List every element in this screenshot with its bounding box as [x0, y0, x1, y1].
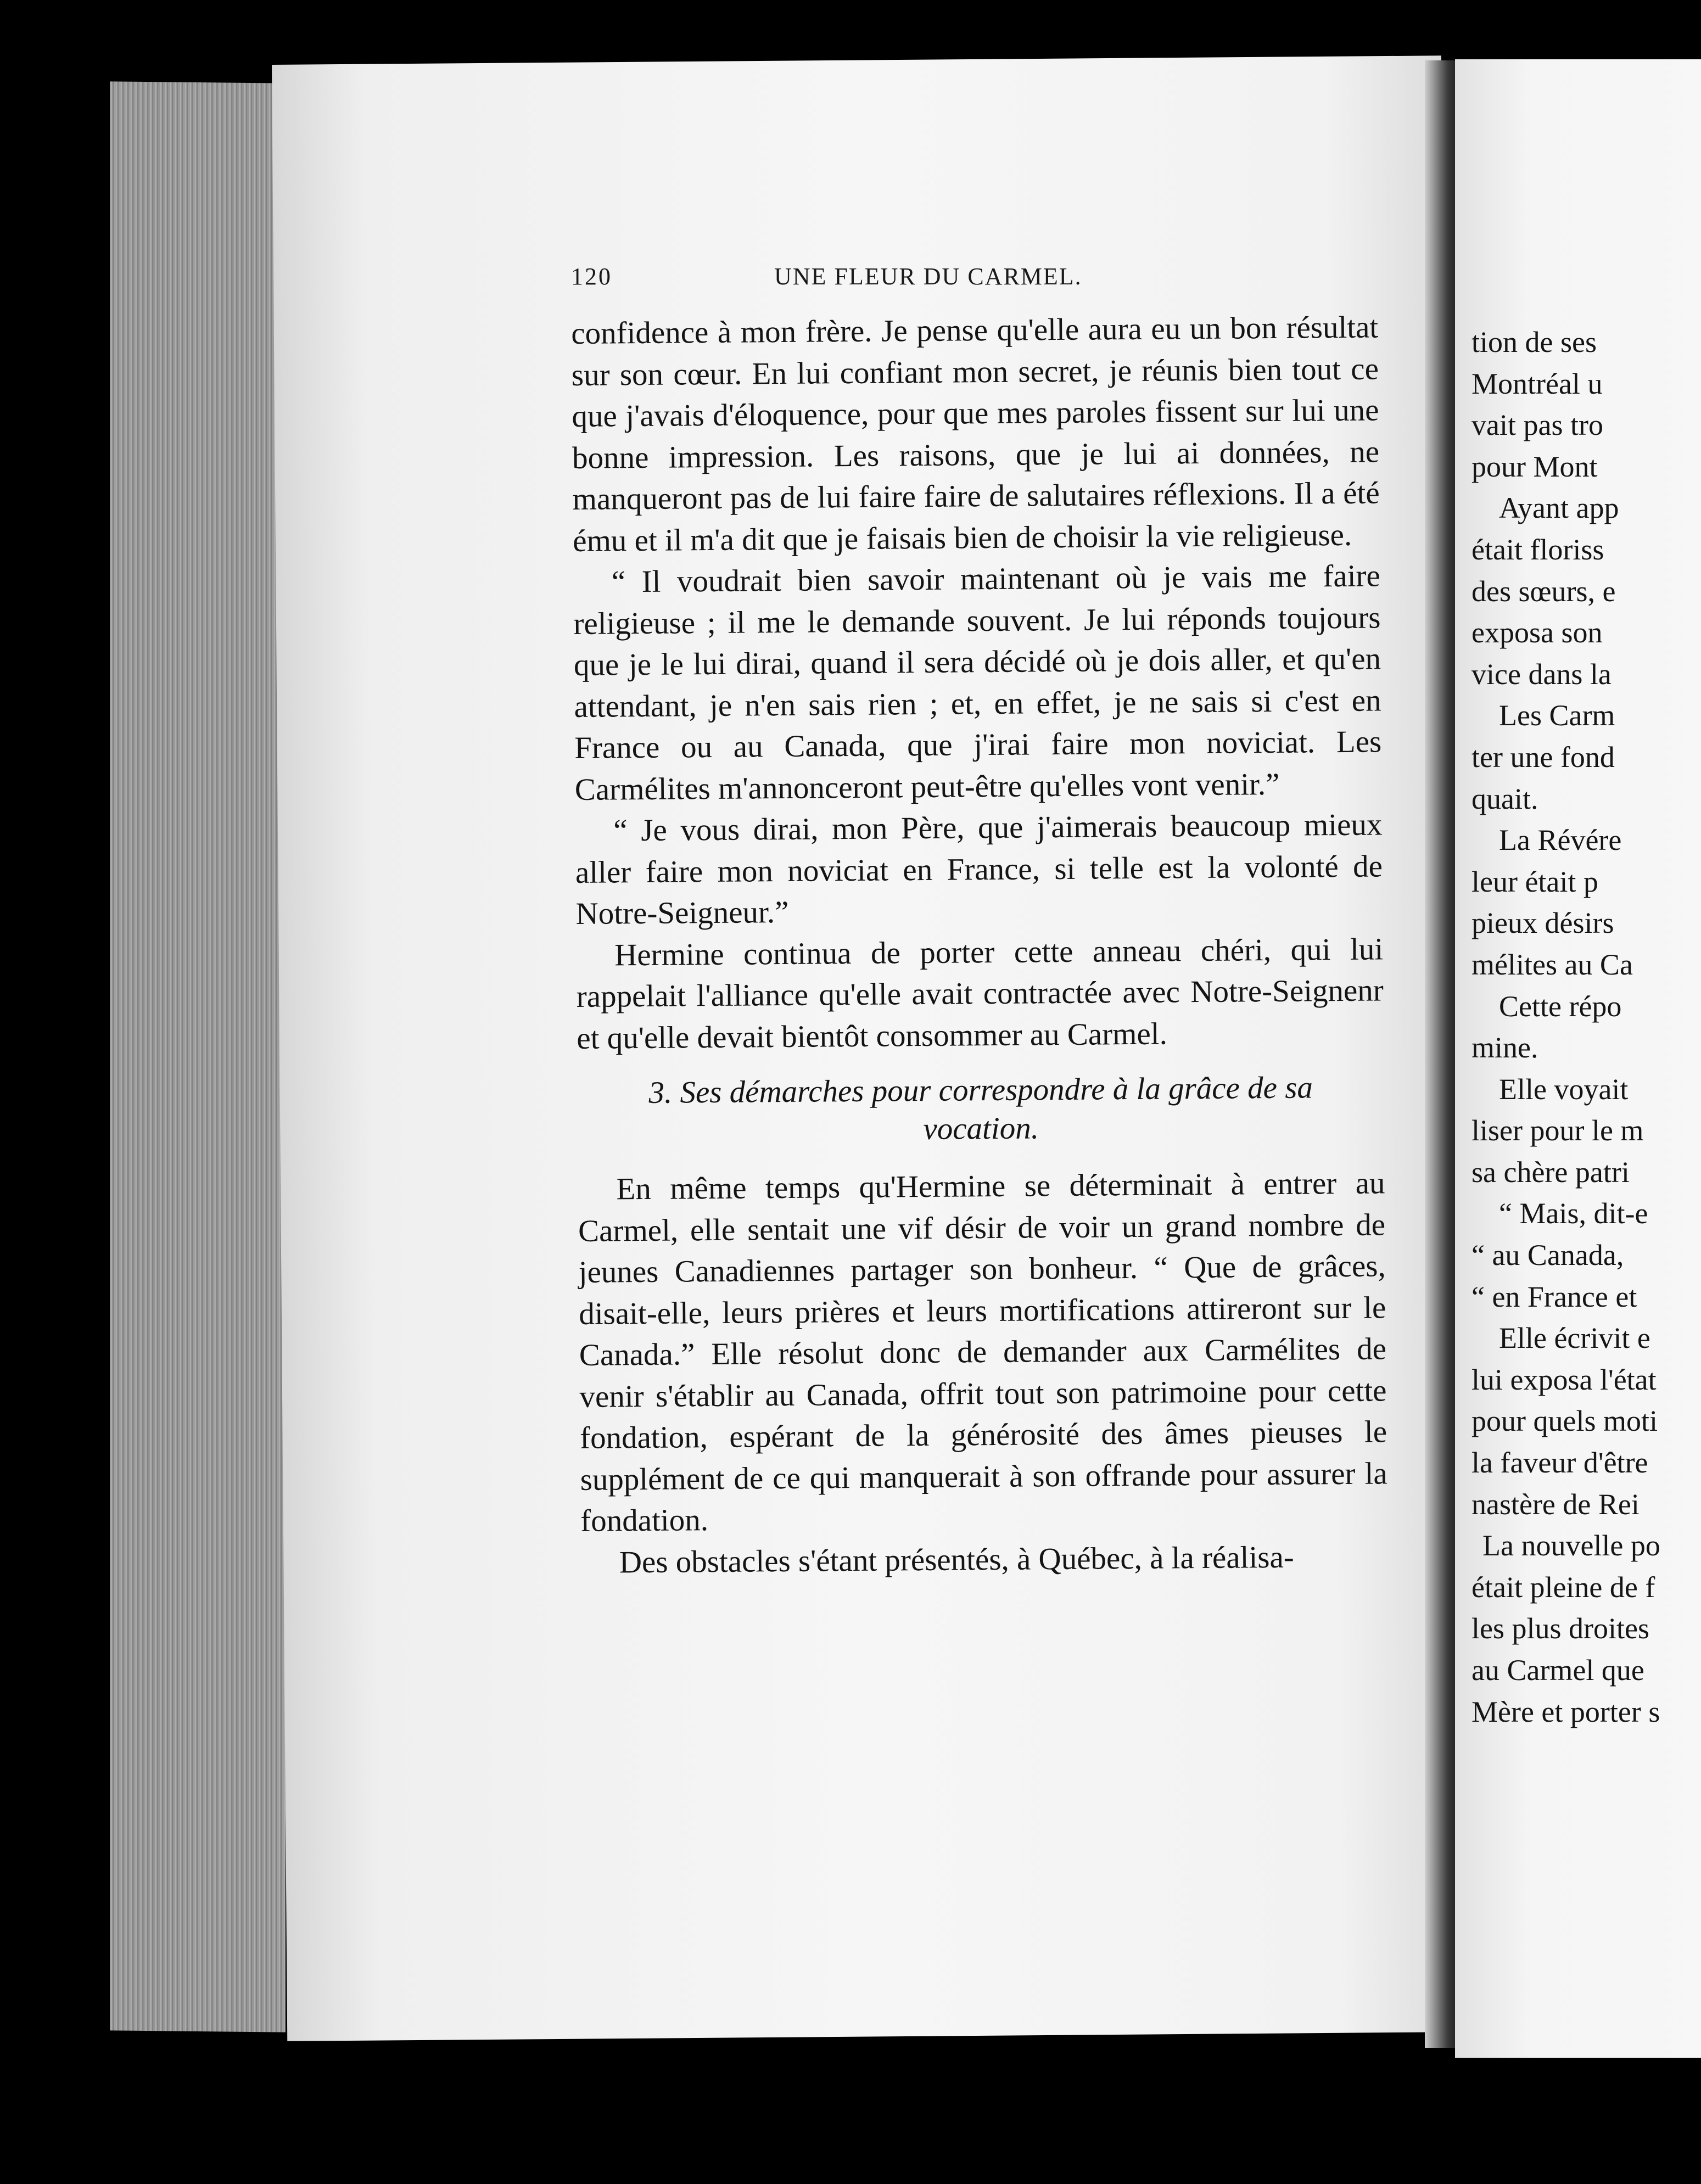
text-line: Montréal u — [1471, 367, 1603, 400]
text-line: leur était p — [1471, 865, 1598, 898]
running-title: UNE FLEUR DU CARMEL. — [774, 263, 1082, 290]
text-line: Elle voyait — [1499, 1072, 1629, 1106]
paragraph: “ Je vous dirai, mon Père, que j'aimerais beaucoup mieux aller faire mon noviciat en France, si telle est la volonté de Notre-Seigneur.” — [575, 807, 1383, 931]
left-page-text — [571, 306, 1388, 1583]
text-line: sa chère patri — [1471, 1155, 1630, 1189]
text-line: nastère de Rei — [1471, 1487, 1640, 1521]
text-line: des sœurs, e — [1471, 574, 1616, 608]
text-line: les plus droites — [1471, 1612, 1649, 1645]
text-line: liser pour le m — [1471, 1114, 1644, 1147]
text-line: La nouvelle po — [1482, 1529, 1660, 1563]
paragraph: Des obstacles s'étant présentés, à Québec, à la réalisa- — [619, 1539, 1294, 1580]
paragraph: En même temps qu'Hermine se déterminait à entrer au Carmel, elle sentait une vif désir de voir un grand nombre de jeunes Canadiennes partager son bonheur. “ Que de grâces, disait-elle, leurs prières et leurs mortifications attireront sur le Canada.” Elle résolut donc de demander aux Carmélites de venir s'établir au Canada, offrit tout son patrimoine pour cette fondation, espérant de la générosité des âmes pieuses le supplément de ce qui manquerait à son offrande pour assurer la fondation. — [578, 1166, 1387, 1538]
text-line: Les Carm — [1499, 699, 1615, 732]
text-line: lui exposa l'état — [1471, 1363, 1657, 1396]
page-number: 120 — [571, 263, 612, 290]
text-line: tion de ses — [1471, 326, 1597, 359]
text-line: pieux désirs — [1471, 906, 1614, 940]
text-line: pour quels moti — [1471, 1404, 1658, 1438]
book-page-edges — [110, 81, 286, 2032]
text-line: Elle écrivit e — [1499, 1321, 1650, 1355]
text-line: “ en France et — [1471, 1280, 1637, 1313]
text-line: la faveur d'être — [1471, 1446, 1648, 1480]
text-line: vait pas tro — [1471, 408, 1603, 442]
paragraph: “ Il voudrait bien savoir maintenant où je vais me faire religieuse ; il me le demande souvent. Je lui réponds toujours que je le lui dirai, quand il sera décidé où je dois aller, et qu'en attendant, je n'en sais rien ; et, en effet, je ne sais si c'est en France ou au Canada, que j'irai faire mon noviciat. Les Carmélites m'annonceront peut-être qu'elles vont venir.” — [573, 558, 1382, 807]
text-line: mélites au Ca — [1471, 948, 1633, 981]
text-line: mine. — [1471, 1031, 1538, 1065]
text-line: “ au Canada, — [1471, 1239, 1624, 1272]
text-line: était floriss — [1471, 533, 1604, 566]
text-line: ter une fond — [1471, 740, 1615, 774]
text-line: vice dans la — [1471, 657, 1612, 691]
text-line: Ayant app — [1499, 491, 1619, 525]
right-page-text — [1471, 322, 1701, 1733]
text-line: au Carmel que — [1471, 1654, 1644, 1687]
text-line: pour Mont — [1471, 450, 1598, 483]
text-line: quait. — [1471, 782, 1538, 815]
text-line: La Révére — [1499, 824, 1622, 857]
text-line: “ Mais, dit-e — [1499, 1197, 1648, 1230]
section-heading: 3. Ses démarches pour correspondre à la grâce de sa vocation. — [648, 1070, 1313, 1147]
text-line: Cette répo — [1499, 989, 1622, 1023]
paragraph: Hermine continua de porter cette anneau chéri, qui lui rappelait l'alliance qu'elle avait contractée avec Notre-Seignenr et qu'elle devait bientôt consommer au Carmel. — [576, 931, 1384, 1056]
text-line: exposa son — [1471, 616, 1603, 649]
text-line: était pleine de f — [1471, 1570, 1655, 1604]
paragraph: confidence à mon frère. Je pense qu'elle aura eu un bon résultat sur son cœur. En lui confiant mon secret, je réunis bien tout ce que j'avais d'éloquence, pour que mes paroles fissent sur lui une bonne impression. Les raisons, que je lui ai données, ne manqueront pas de lui faire faire de salutaires réflexions. Il a été ému et il m'a dit que je faisais bien de choisir la vie religieuse. — [571, 310, 1380, 558]
text-line: Mère et porter s — [1471, 1695, 1660, 1728]
